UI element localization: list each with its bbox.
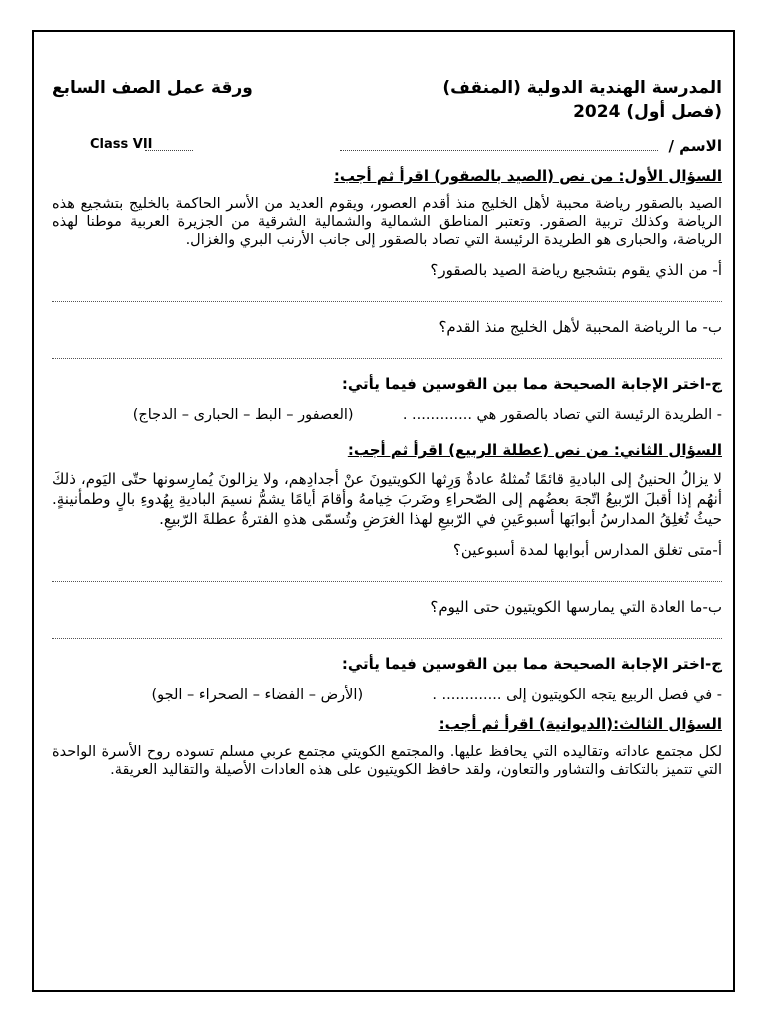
q1-answer-b-line[interactable]: [52, 358, 722, 359]
q1-mcq-stem: - الطريدة الرئيسة التي تصاد بالصقور هي ............. .: [402, 407, 722, 423]
q1-mcq: [52, 405, 722, 425]
q3-passage: لكل مجتمع عاداته وتقاليده التي يحافظ عليها. والمجتمع الكويتي مجتمع عربي مسلم تسوده روح الأسرة الواحدة التي تتميز بالتكاتف والتشاور والتعاون، ولقد حافظ الكويتيون على هذه العادات الأصيلة والتقاليد العريقة.: [52, 744, 722, 778]
worksheet-document: [52, 76, 722, 779]
q2-title: السؤال الثاني: من نص (عطلة الربيع) اقرأ ثم أجب:: [347, 441, 722, 459]
q1-passage: الصيد بالصقور رياضة محببة لأهل الخليج منذ أقدم العصور، ويقوم العديد من الأسر الحاكمة بالخليج بتشجيع هذه الرياضة وكذلك تربية الصقور. وتعتبر المناطق الشمالية والشمالية الشرقية من الجزيرة العربية موطنا لهذه الرياضة، والحبارى هو الطريدة الرئيسة التي تصاد بالصقور إلى جانب الأرنب البري والغزال.: [52, 196, 722, 248]
name-label: الاسم /: [668, 137, 722, 155]
q2-question-b: ب-ما العادة التي يمارسها الكويتيون حتى اليوم؟: [430, 598, 722, 616]
q1-choose-title: ج-اختر الإجابة الصحيحة مما بين القوسين فيما يأتي:: [341, 375, 722, 393]
q2-question-a: أ-متى تغلق المدارس أبوابها لمدة أسبوعين؟: [452, 541, 722, 559]
q2-choose-title: ج-اختر الإجابة الصحيحة مما بين القوسين فيما يأتي:: [341, 655, 722, 673]
q1-question-b: ب- ما الرياضة المحببة لأهل الخليج منذ القدم؟: [438, 318, 722, 336]
class-label: Class VII: [90, 137, 153, 152]
q1-title: السؤال الأول: من نص (الصيد بالصقور) اقرأ ثم أجب:: [333, 167, 722, 185]
q1-question-a: أ- من الذي يقوم بتشجيع رياضة الصيد بالصقور؟: [430, 261, 722, 279]
q2-answer-b-line[interactable]: [52, 638, 722, 639]
q2-passage: لا يزالُ الحنينُ إلى الباديةِ قائمًا تُمثلهُ عادةٌ وَرِثها الكويتيونَ عنْ أجدادِهم، ولا يزالونَ يُمارِسونها حتّى اليَوم، ذلكَ أنهُم إذا أقبلَ الرّبيعُ اتّجهَ بعضُهم إلى الصّحراءِ وضَربَ خِيامهُ وأقامَ أيامًا يشمُّ نسيمَ الباديةِ بِهُدوءِ بالٍ وطمأنينةٍ. حيثُ تُغلِقُ المدارسُ أبوابَها أسبوعَينِ في الرّبيعِ لهذا الغرَضِ وتُسمّى هذهِ الفترةُ عطلةَ الرّبيعِ.: [52, 470, 722, 528]
name-fill-line[interactable]: [340, 137, 658, 151]
q2-mcq-options: (الأرض – الفضاء – الصحراء – الجو): [151, 687, 364, 703]
worksheet-title: ورقة عمل الصف السابع: [52, 78, 253, 98]
term-label: (فصل أول) 2024: [573, 102, 722, 122]
header: [52, 76, 722, 124]
header-right: [442, 76, 722, 124]
school-name: المدرسة الهندية الدولية (المنقف): [442, 78, 722, 98]
q2-mcq: [52, 685, 722, 705]
q1-answer-a-line[interactable]: [52, 301, 722, 302]
q2-answer-a-line[interactable]: [52, 581, 722, 582]
q2-mcq-stem: - في فصل الربيع يتجه الكويتيون إلى ............. .: [432, 687, 722, 703]
q3-title: السؤال الثالث:(الديوانية) اقرأ ثم أجب:: [438, 715, 722, 733]
student-info-row: [52, 137, 722, 159]
q1-mcq-options: (العصفور – البط – الحبارى – الدجاج): [132, 407, 354, 423]
